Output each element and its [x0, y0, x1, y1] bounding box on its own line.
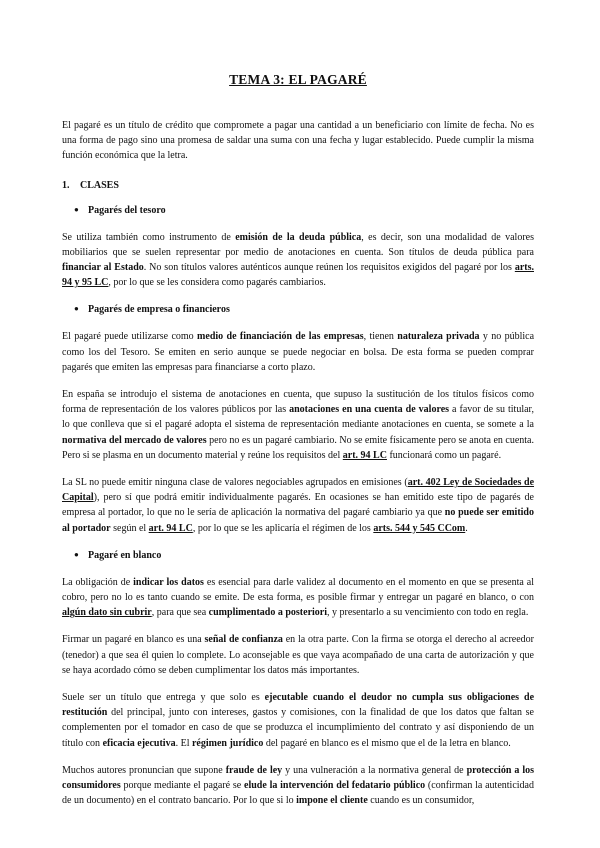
- bold-term: ejecutable cuando el deudor no cumpla sus obligaciones de restitución: [62, 692, 535, 719]
- legal-reference: art. 94 LC: [148, 522, 193, 534]
- paragraph-empresa-2: [62, 387, 534, 463]
- text-run: Firmar un pagaré en blanco es una: [62, 634, 205, 646]
- section-number: 1.: [62, 179, 70, 191]
- bold-term: elude la intervención del fedatario público: [244, 780, 426, 792]
- text-run: según el: [110, 522, 149, 534]
- bullet-dot-icon: ●: [74, 304, 79, 314]
- section-label: CLASES: [80, 179, 119, 191]
- subheading-label: Pagaré en blanco: [88, 549, 162, 561]
- subheading-empresa: [74, 304, 534, 315]
- paragraph-blanco-4: [62, 763, 534, 809]
- text-run: ), pero sí que podrá emitir individualmente pagarés. En ocasiones se han emitido este tipo de pagarés de empresa al portador, lo que no le sería de aplicación la normativa del pagaré cambiario ya que: [62, 492, 534, 519]
- text-run: . El: [175, 737, 192, 749]
- legal-reference: arts. 94 y 95 LC: [62, 262, 534, 289]
- bullet-dot-icon: ●: [74, 204, 79, 214]
- text-run: y una vulneración a la normativa general de: [282, 764, 467, 776]
- text-run: , por lo que se les aplicaría el régimen de los: [192, 522, 374, 534]
- bold-term: financiar al Estado: [62, 262, 144, 274]
- text-run: (confirman la autenticidad de un documento) en el contrato bancario. Por lo que si lo: [62, 780, 534, 807]
- text-run: Suele ser un título que entrega y que solo es: [62, 692, 265, 704]
- text-run: a favor de su titular, lo que conlleva que si el pagaré adopta el sistema de representación mediante anotaciones en cuenta, se somete a la: [62, 404, 534, 431]
- text-run: es esencial para darle validez al documento en el momento en que se presenta al cobro, pero no lo es tanto cuando se emite. De esta forma, es posible firmar y entregar un pagaré en blanco, o con: [62, 576, 535, 604]
- text-run: cuando es un consumidor,: [367, 795, 475, 807]
- text-run: , tienen: [363, 331, 398, 343]
- bold-term: régimen jurídico: [191, 737, 264, 749]
- text-run: , por lo que se les considera como pagarés cambiarios.: [108, 277, 326, 289]
- text-run: En españa se introdujo el sistema de anotaciones en cuenta, que supuso la sustitución de los títulos físicos como forma de representación de los valores públicos por las: [62, 389, 534, 416]
- bold-term: anotaciones en una cuenta de valores: [289, 404, 450, 416]
- paragraph-blanco-1: [62, 575, 534, 621]
- document-page: [62, 72, 534, 821]
- text-run: La obligación de: [62, 576, 134, 588]
- text-run: y no pública como los del Tesoro. Se emiten en serio aunque se puede negociar en bolsa. De esta forma se pueden comprar pagarés que emiten las empresas para financiarse a corto plazo.: [62, 331, 535, 373]
- text-run: del principal, junto con intereses, gastos y comisiones, con la finalidad de que los datos que faltan se complementen por el tomador en caso de que se produzca el incumplimiento del contrato y así disponiendo de un título con: [62, 707, 534, 749]
- legal-reference: arts. 544 y 545 CCom: [373, 522, 466, 534]
- text-run: porque mediante el pagaré se: [120, 780, 245, 792]
- bold-term: protección a los consumidores: [62, 764, 535, 792]
- bold-term: fraude de ley: [225, 764, 283, 776]
- legal-reference: art. 94 LC: [342, 449, 387, 461]
- text-run: El pagaré puede utilizarse como: [62, 331, 198, 343]
- bold-term: no puede ser emitido al portador: [62, 507, 534, 534]
- underlined-term: algún dato sin cubrir: [62, 607, 152, 619]
- bold-term: naturaleza privada: [397, 331, 480, 343]
- bold-term: eficacia ejecutiva: [102, 737, 176, 749]
- paragraph-empresa-3: [62, 475, 534, 536]
- text-run: funcionará como un pagaré.: [386, 449, 502, 461]
- subheading-label: Pagarés de empresa o financieros: [88, 304, 230, 316]
- text-run: , y presentarlo a su vencimiento con todo en regla.: [327, 607, 529, 619]
- paragraph-tesoro-1: [62, 230, 534, 291]
- paragraph-blanco-2: [62, 632, 534, 678]
- text-run: , para que sea: [151, 607, 209, 619]
- subheading-blanco: [74, 550, 534, 561]
- text-run: La SL no puede emitir ninguna clase de valores negociables agrupados en emisiones (: [62, 477, 408, 489]
- text-run: en la otra parte. Con la firma se otorga el derecho al acreedor (tenedor) a que sea él quien lo complete. Lo aconsejable es que vaya acompañado de una carta de autorización y que se haya acordado cómo se deben cumplimentar los datos más importantes.: [62, 634, 534, 676]
- text-run: , es decir, son una modalidad de valores mobiliarios que se suelen representar por medio de anotaciones en cuenta. Son títulos de deuda pública para: [62, 231, 534, 258]
- text-run: Se utiliza también como instrumento de: [62, 231, 236, 243]
- page-title: TEMA 3: EL PAGARÉ: [229, 72, 367, 87]
- section-heading-clases: [62, 180, 534, 191]
- bold-term: cumplimentado a posteriori: [208, 607, 327, 619]
- bold-term: señal de confianza: [204, 634, 283, 646]
- text-run: Muchos autores pronuncian que supone: [62, 764, 226, 776]
- text-run: . No son títulos valores auténticos aunque reúnen los requisitos exigidos del pagaré por los: [143, 262, 515, 274]
- bold-term: normativa del mercado de valores: [62, 434, 207, 446]
- bold-term: medio de financiación de las empresas: [197, 331, 364, 343]
- text-run: .: [465, 522, 468, 534]
- bold-term: emisión de la deuda pública: [235, 231, 362, 243]
- text-run: del pagaré en blanco es el mismo que el de la letra en blanco.: [263, 737, 511, 749]
- text-run: pero no es un pagaré cambiario. No se emite físicamente pero se anota en cuenta. Pero si se plasma en un documento material y reúne los requisitos del: [62, 434, 535, 461]
- paragraph-blanco-3: [62, 690, 534, 751]
- bold-term: impone el cliente: [296, 795, 368, 807]
- bullet-dot-icon: ●: [74, 549, 79, 559]
- bold-term: indicar los datos: [133, 576, 204, 588]
- subheading-tesoro: [74, 205, 534, 216]
- legal-reference: art. 402 Ley de Sociedades de Capital: [62, 477, 535, 504]
- subheading-label: Pagarés del tesoro: [88, 204, 166, 216]
- paragraph-empresa-1: [62, 329, 534, 375]
- intro-paragraph: El pagaré es un título de crédito que compromete a pagar una cantidad a un beneficiario con límite de fecha. No es una forma de pago sino una promesa de saldar una suma con una fecha y lugar establecido. Puede cumplir la misma función económica que la letra.: [62, 120, 534, 162]
